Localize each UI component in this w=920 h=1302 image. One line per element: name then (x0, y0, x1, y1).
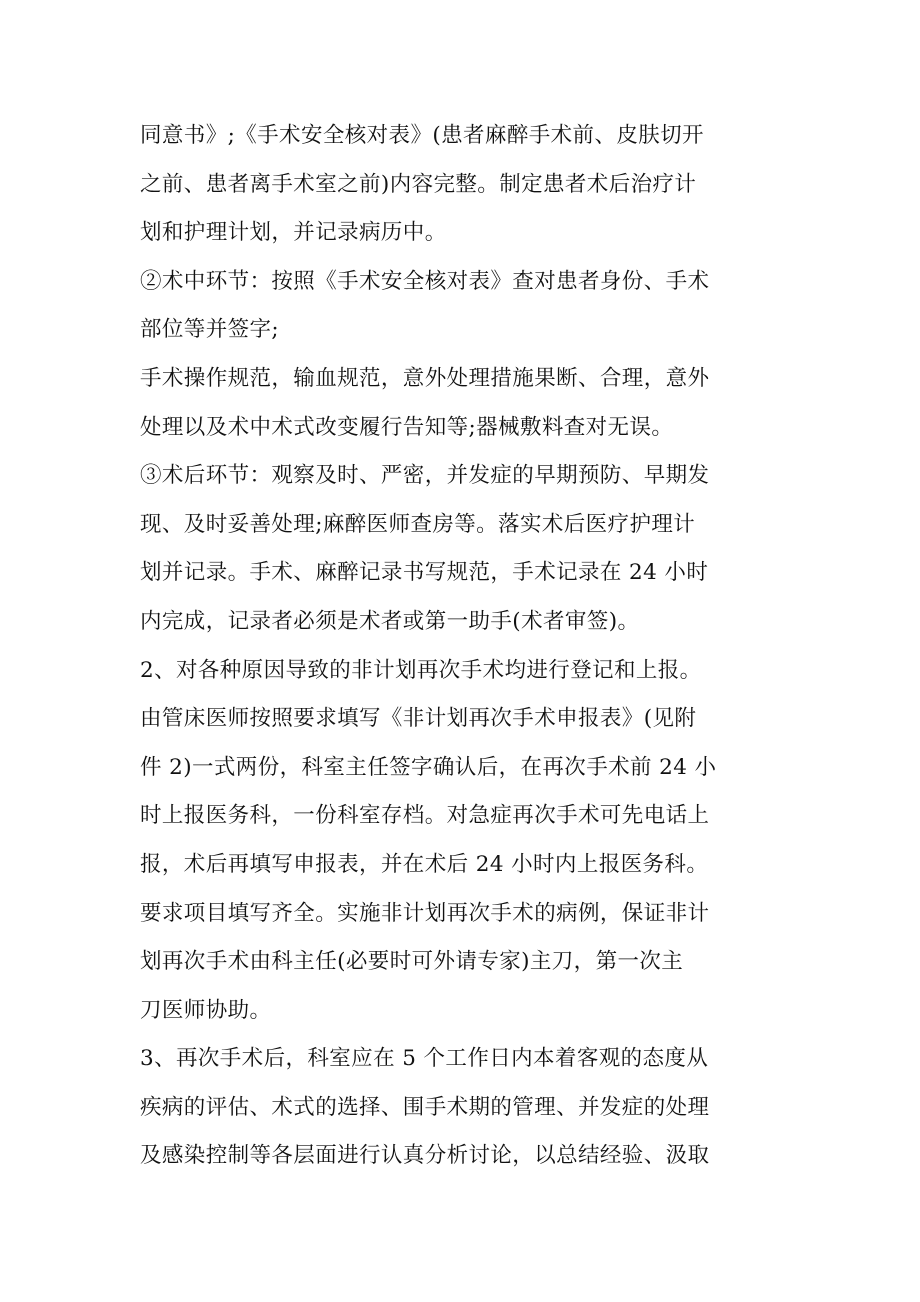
text-line: 件 2)一式两份，科室主任签字确认后，在再次手术前 24 小 (140, 754, 717, 780)
text-line: 要求项目填写齐全。实施非计划再次手术的病例，保证非计 (140, 900, 710, 926)
text-line: 同意书》;《手术安全核对表》(患者麻醉手术前、皮肤切开 (140, 123, 704, 148)
text-line: 时上报医务科，一份科室存档。对急症再次手术可先电话上 (140, 803, 710, 829)
text-line: 之前、患者离手术室之前)内容完整。制定患者术后治疗计 (140, 171, 697, 197)
text-line: 报，术后再填写申报表，并在术后 24 小时内上报医务科。 (140, 851, 709, 877)
text-line: 3、再次手术后，科室应在 5 个工作日内本着客观的态度从 (140, 1046, 709, 1072)
document-body (140, 112, 785, 1181)
text-line: 刀医师协助。 (140, 997, 272, 1023)
text-line: 部位等并签字; (140, 317, 280, 343)
text-line: 划再次手术由科主任(必要时可外请专家)主刀，第一次主 (140, 949, 684, 975)
text-line: 及感染控制等各层面进行认真分析讨论，以总结经验、汲取 (140, 1143, 710, 1169)
text-line: 手术操作规范，输血规范，意外处理措施果断、合理，意外 (140, 365, 710, 391)
text-line: 由管床医师按照要求填写《非计划再次手术申报表》(见附 (140, 706, 697, 732)
text-line: 划和护理计划，并记录病历中。 (140, 220, 447, 246)
text-line: ②术中环节：按照《手术安全核对表》查对患者身份、手术 (140, 268, 710, 294)
text-line: 内完成，记录者必须是术者或第一助手(术者审签)。 (140, 608, 640, 634)
text-line: 疾病的评估、术式的选择、围手术期的管理、并发症的处理 (140, 1094, 710, 1120)
text-line: ③术后环节：观察及时、严密，并发症的早期预防、早期发 (140, 463, 710, 489)
text-line: 现、及时妥善处理;麻醉医师查房等。落实术后医疗护理计 (140, 511, 696, 537)
text-line: 2、对各种原因导致的非计划再次手术均进行登记和上报。 (140, 657, 702, 683)
text-line: 处理以及术中术式改变履行告知等;器械敷料查对无误。 (140, 414, 674, 440)
text-line: 划并记录。手术、麻醉记录书写规范，手术记录在 24 小时 (140, 560, 709, 586)
